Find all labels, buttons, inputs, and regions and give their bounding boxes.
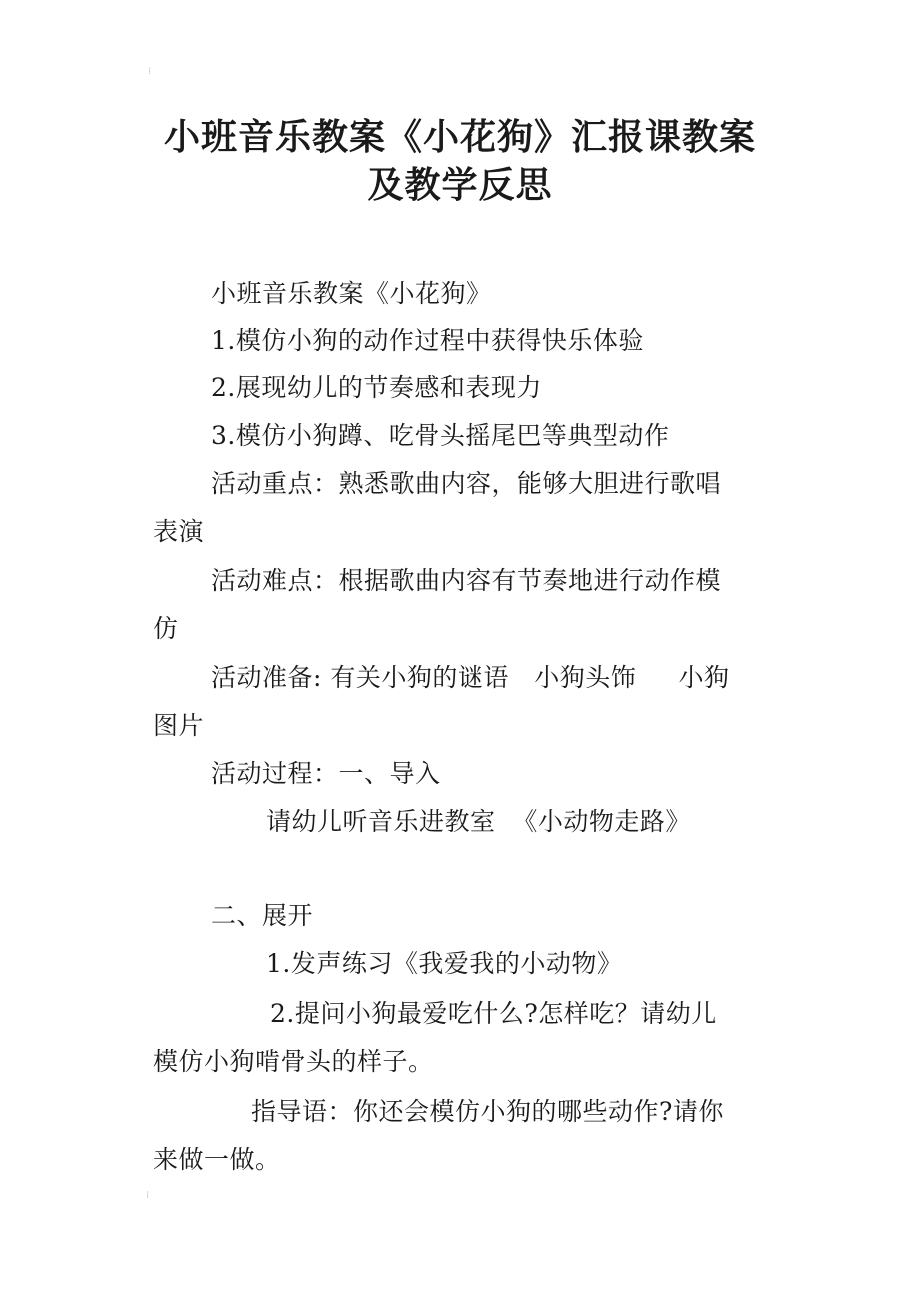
key-point: 活动重点：熟悉歌曲内容，能够大胆进行歌唱 (211, 469, 722, 498)
guidance-cont: 来做一做。 (153, 1145, 281, 1174)
objective-3: 3.模仿小狗蹲、吃骨头摇尾巴等典型动作 (211, 421, 670, 450)
step-2-cont: 模仿小狗啃骨头的样子。 (153, 1047, 434, 1076)
section-expand: 二、展开 (211, 901, 314, 930)
guidance: 指导语：你还会模仿小狗的哪些动作?请你 (251, 1097, 724, 1126)
objective-2: 2.展现幼儿的节奏感和表现力 (211, 373, 542, 402)
preparation-cont: 图片 (153, 711, 205, 740)
process-intro-detail: 请幼儿听音乐进教室 《小动物走路》 (266, 807, 691, 836)
objective-1: 1.模仿小狗的动作过程中获得快乐体验 (211, 326, 644, 355)
difficulty: 活动难点：根据歌曲内容有节奏地进行动作模 (211, 566, 722, 595)
paragraph-heading: 小班音乐教案《小花狗》 (211, 279, 492, 308)
difficulty-cont: 仿 (153, 614, 179, 643)
preparation: 活动准备: 有关小狗的谜语 小狗头饰 小狗 (211, 663, 730, 692)
corner-mark-bottom: ⁞ (146, 1190, 150, 1201)
document-title-line2: 及教学反思 (367, 165, 553, 206)
process-intro: 活动过程：一、导入 (211, 759, 441, 788)
key-point-cont: 表演 (153, 517, 205, 546)
document-title-line1: 小班音乐教案《小花狗》汇报课教案 (163, 117, 756, 158)
step-2: 2.提问小狗最爱吃什么?怎样吃？请幼儿 (270, 999, 717, 1028)
step-1: 1.发声练习《我爱我的小动物》 (266, 949, 623, 978)
corner-mark-top: ⁞ (148, 66, 152, 77)
